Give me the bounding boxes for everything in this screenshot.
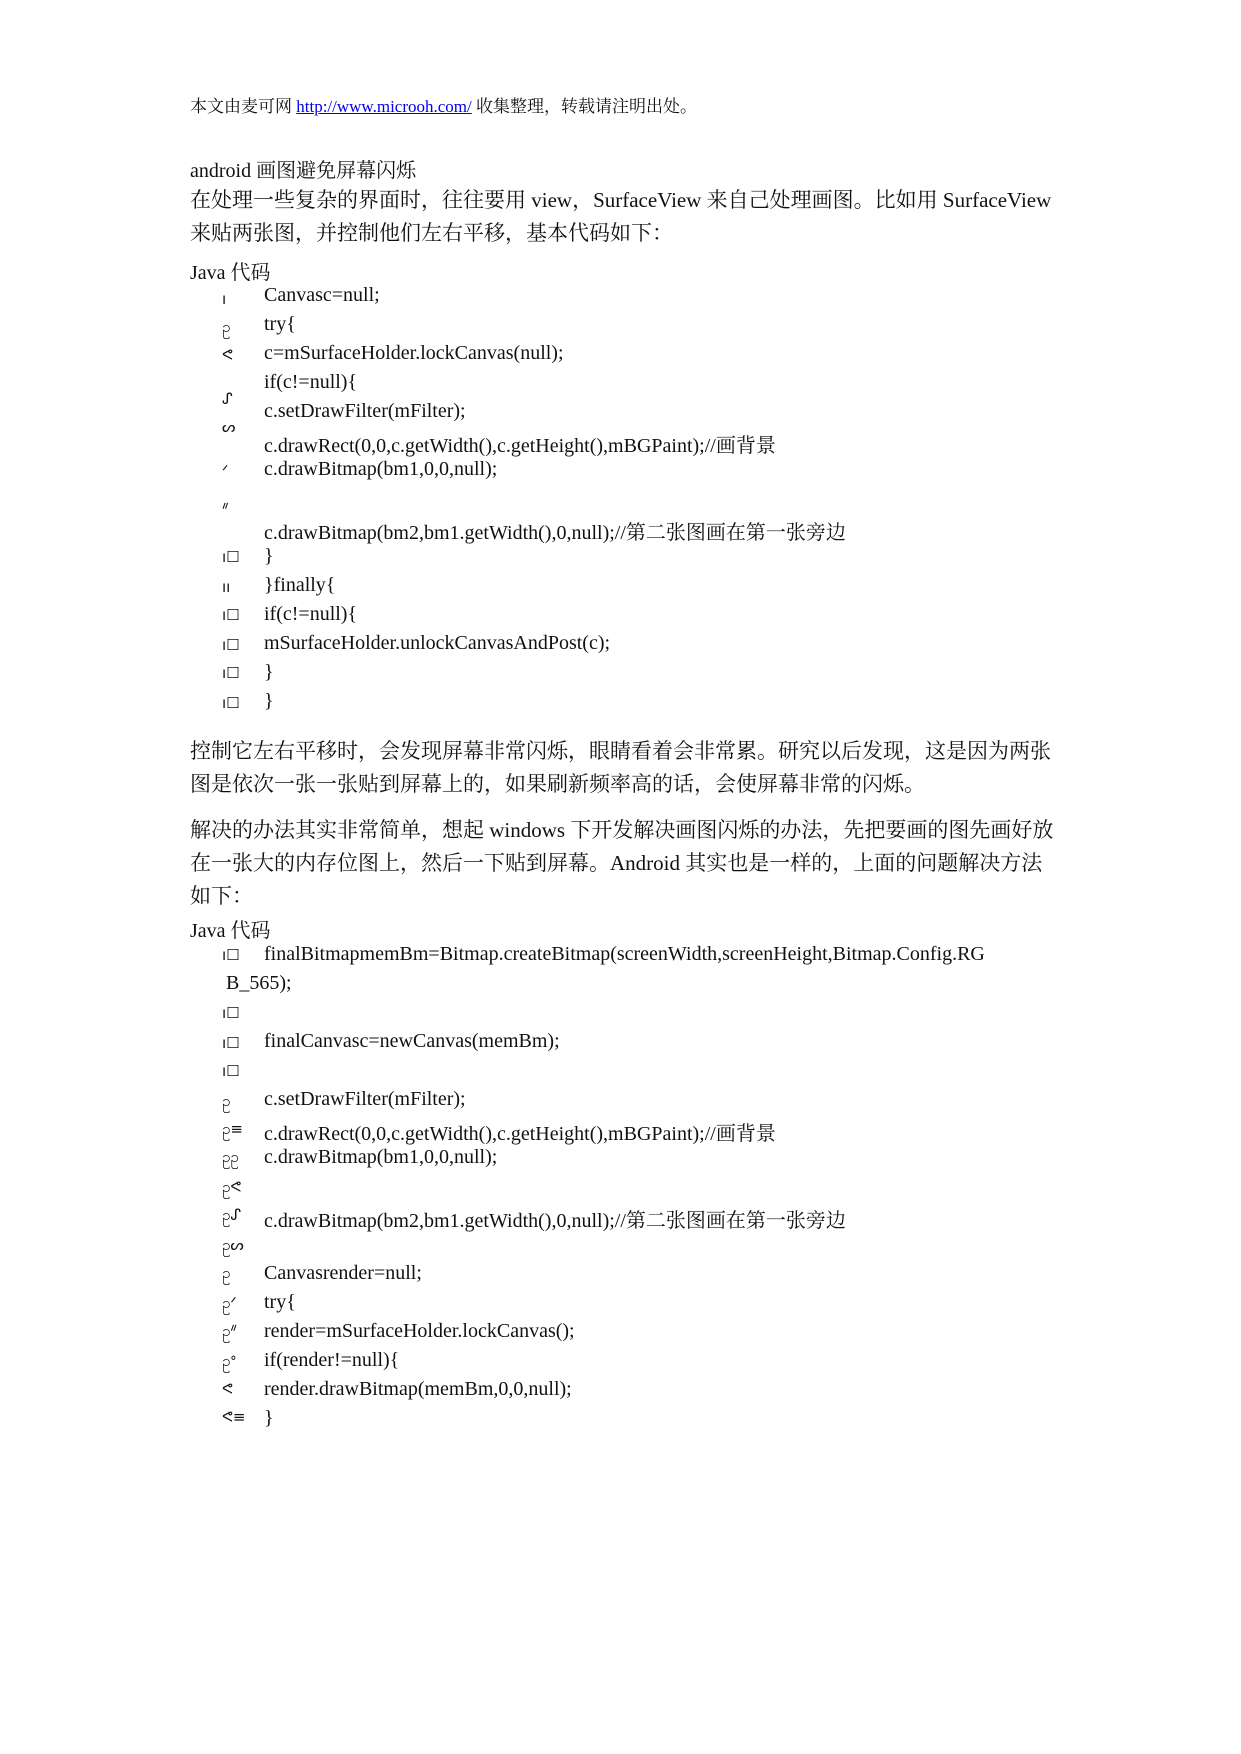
solution-paragraph: 解决的办法其实非常简单，想起 windows 下开发解决画图闪烁的办法，先把要画的图先画好放在一张大的内存位图上，然后一下贴到屏幕。Android 其实也是一样的，上面的问题解决方法如下： bbox=[190, 818, 1054, 908]
code-line: c.drawRect(0,0,c.getWidth(),c.getHeight(),mBGPaint);//画背景 bbox=[264, 435, 776, 457]
code-line: finalCanvasc=newCanvas(memBm); bbox=[264, 1030, 560, 1052]
code1-label: Java 代码 bbox=[190, 262, 271, 284]
line-marker: ı☐ bbox=[222, 1004, 240, 1022]
code2-label: Java 代码 bbox=[190, 920, 271, 942]
code-line: } bbox=[264, 545, 274, 567]
line-marker: ဥᐥ bbox=[222, 1322, 238, 1340]
code-line: } bbox=[264, 661, 274, 683]
line-marker: ı☐ bbox=[222, 694, 240, 712]
code-line: c.drawBitmap(bm2,bm1.getWidth(),0,null);//第二张图画在第一张旁边 bbox=[264, 1210, 846, 1232]
source-header bbox=[190, 92, 697, 117]
line-marker: ᐥ bbox=[222, 500, 229, 518]
code-line: Canvasc=null; bbox=[264, 284, 380, 306]
line-marker: ᐟ bbox=[222, 462, 229, 480]
code-line: try{ bbox=[264, 313, 296, 335]
line-marker: ıı bbox=[222, 578, 231, 596]
code-line: try{ bbox=[264, 1291, 296, 1313]
code-line: } bbox=[264, 690, 274, 712]
line-marker: ဥᕙ bbox=[222, 1178, 242, 1196]
line-marker: ᕙ bbox=[222, 1380, 233, 1398]
code-line: c.drawBitmap(bm1,0,0,null); bbox=[264, 458, 498, 480]
header-prefix: 本文由麦可网 bbox=[190, 97, 297, 116]
line-marker: ဥᔕ bbox=[222, 1236, 244, 1254]
line-marker: ı☐ bbox=[222, 548, 240, 566]
code-line: c=mSurfaceHolder.lockCanvas(null); bbox=[264, 342, 564, 364]
code-line: if(render!=null){ bbox=[264, 1349, 400, 1371]
article-title: android 画图避免屏幕闪烁 bbox=[190, 160, 417, 182]
line-marker: ı☐ bbox=[222, 636, 240, 654]
source-link[interactable]: http://www.microoh.com/ bbox=[296, 97, 472, 116]
line-marker: ဥ bbox=[222, 1092, 231, 1110]
line-marker: ı bbox=[222, 290, 227, 308]
line-marker: ı☐ bbox=[222, 1062, 240, 1080]
line-marker: ဥ bbox=[222, 318, 231, 336]
code-line: c.setDrawFilter(mFilter); bbox=[264, 400, 466, 422]
code-line: render.drawBitmap(memBm,0,0,null); bbox=[264, 1378, 572, 1400]
code-line: mSurfaceHolder.unlockCanvasAndPost(c); bbox=[264, 632, 611, 654]
intro-paragraph: 在处理一些复杂的界面时，往往要用 view，SurfaceView 来自己处理画图。比如用 SurfaceView 来贴两张图，并控制他们左右平移，基本代码如下： bbox=[190, 188, 1052, 245]
code-line-continuation: B_565); bbox=[226, 972, 292, 994]
line-marker: ဥᔑ bbox=[222, 1206, 241, 1224]
line-marker: ဥ bbox=[222, 1264, 231, 1282]
code-line: if(c!=null){ bbox=[264, 371, 358, 393]
line-marker: ᕙ≡ bbox=[222, 1408, 246, 1426]
line-marker: ဥဥ bbox=[222, 1148, 239, 1166]
code-line: c.drawBitmap(bm1,0,0,null); bbox=[264, 1146, 498, 1168]
line-marker: ı☐ bbox=[222, 1034, 240, 1052]
code-line: Canvasrender=null; bbox=[264, 1262, 422, 1284]
line-marker: ı☐ bbox=[222, 946, 240, 964]
line-marker: ı☐ bbox=[222, 664, 240, 682]
code-line: }finally{ bbox=[264, 574, 336, 596]
line-marker: ᔑ bbox=[222, 390, 233, 408]
code-line: finalBitmapmemBm=Bitmap.createBitmap(screenWidth,screenHeight,Bitmap.Config.RG bbox=[264, 943, 985, 965]
line-marker: ဥ≡ bbox=[222, 1120, 243, 1138]
explanation-paragraph: 控制它左右平移时，会发现屏幕非常闪烁，眼睛看着会非常累。研究以后发现，这是因为两张图是依次一张一张贴到屏幕上的，如果刷新频率高的话，会使屏幕非常的闪烁。 bbox=[190, 739, 1051, 796]
code-line: } bbox=[264, 1407, 274, 1429]
code-line: if(c!=null){ bbox=[264, 603, 358, 625]
code-line: c.drawRect(0,0,c.getWidth(),c.getHeight(),mBGPaint);//画背景 bbox=[264, 1123, 776, 1145]
code-line: render=mSurfaceHolder.lockCanvas(); bbox=[264, 1320, 575, 1342]
line-marker: ᔕ bbox=[222, 418, 236, 436]
line-marker: ဥᐟ bbox=[222, 1294, 237, 1312]
header-suffix: 收集整理，转载请注明出处。 bbox=[471, 97, 697, 116]
code-line: c.setDrawFilter(mFilter); bbox=[264, 1088, 466, 1110]
line-marker: ᕙ bbox=[222, 346, 233, 364]
line-marker: ဥᐤ bbox=[222, 1352, 237, 1370]
line-marker: ı☐ bbox=[222, 606, 240, 624]
code-line: c.drawBitmap(bm2,bm1.getWidth(),0,null);//第二张图画在第一张旁边 bbox=[264, 522, 846, 544]
